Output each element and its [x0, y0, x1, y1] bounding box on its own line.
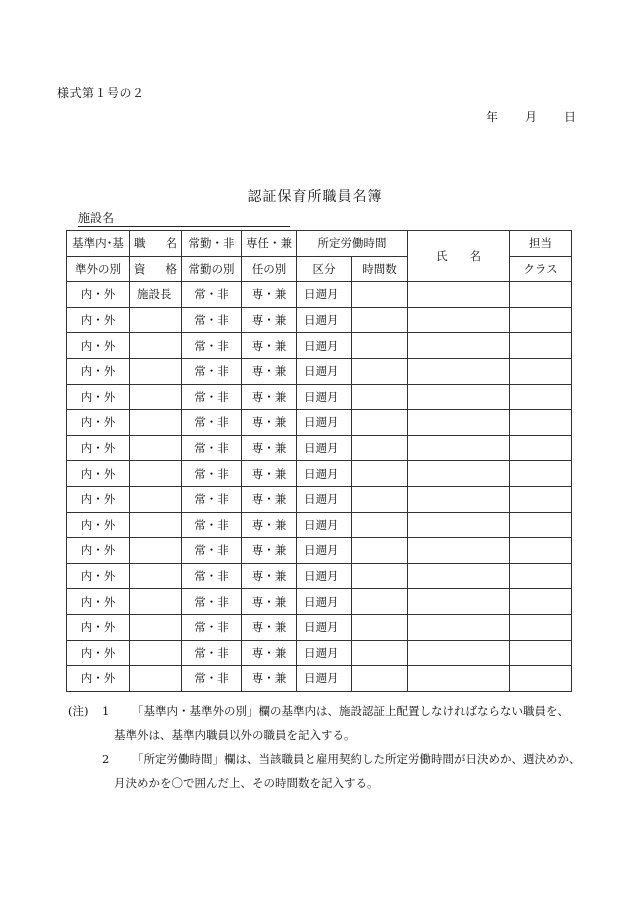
cell-kubun: 日週月 [297, 640, 352, 666]
header-jokin-top: 常勤・非 [182, 231, 242, 257]
cell-shimei[interactable] [408, 435, 510, 461]
cell-shoku [130, 333, 182, 359]
cell-shimei[interactable] [408, 461, 510, 487]
header-shikaku-a: 資 [134, 261, 146, 276]
cell-sennin: 専・兼 [242, 563, 297, 589]
cell-kubun: 日週月 [297, 538, 352, 564]
cell-jikansu[interactable] [352, 486, 408, 512]
cell-shoku [130, 512, 182, 538]
cell-shoku [130, 589, 182, 615]
table-row [67, 512, 572, 538]
cell-shimei[interactable] [408, 666, 510, 692]
cell-kubun: 日週月 [297, 358, 352, 384]
cell-shimei[interactable] [408, 614, 510, 640]
table-row [67, 486, 572, 512]
header-sennin-bottom: 任の別 [242, 256, 297, 282]
header-shikaku [130, 256, 182, 282]
cell-shimei[interactable] [408, 384, 510, 410]
cell-kijun: 内・外 [67, 384, 130, 410]
cell-jikansu[interactable] [352, 589, 408, 615]
cell-jokin: 常・非 [182, 435, 242, 461]
cell-shimei[interactable] [408, 512, 510, 538]
note-1-line-2: 基準外は、基準内職員以外の職員を記入する。 [114, 728, 356, 742]
header-shotei: 所定労働時間 [297, 231, 408, 257]
cell-kubun: 日週月 [297, 486, 352, 512]
cell-kijun: 内・外 [67, 563, 130, 589]
cell-shoku [130, 666, 182, 692]
header-jokin-bottom: 常勤の別 [182, 256, 242, 282]
cell-kijun: 内・外 [67, 614, 130, 640]
cell-shimei[interactable] [408, 282, 510, 308]
cell-jikansu[interactable] [352, 435, 408, 461]
table-row [67, 461, 572, 487]
cell-sennin: 専・兼 [242, 589, 297, 615]
cell-sennin: 専・兼 [242, 282, 297, 308]
date-month: 月 [524, 110, 537, 124]
cell-tanto[interactable] [510, 486, 572, 512]
cell-jokin: 常・非 [182, 282, 242, 308]
cell-sennin: 専・兼 [242, 486, 297, 512]
cell-jokin: 常・非 [182, 410, 242, 436]
cell-tanto[interactable] [510, 666, 572, 692]
cell-sennin: 専・兼 [242, 666, 297, 692]
cell-sennin: 専・兼 [242, 614, 297, 640]
cell-shoku [130, 384, 182, 410]
cell-jikansu[interactable] [352, 333, 408, 359]
cell-sennin: 専・兼 [242, 461, 297, 487]
header-tanto-bottom: クラス [510, 256, 572, 282]
header-row-1 [67, 231, 572, 257]
cell-kubun: 日週月 [297, 589, 352, 615]
cell-jokin: 常・非 [182, 614, 242, 640]
cell-sennin: 専・兼 [242, 358, 297, 384]
cell-kijun: 内・外 [67, 512, 130, 538]
cell-tanto[interactable] [510, 358, 572, 384]
cell-tanto[interactable] [510, 435, 572, 461]
header-sennin-top: 専任・兼 [242, 231, 297, 257]
note-1-number: 1 [102, 704, 110, 718]
table-row [67, 538, 572, 564]
cell-shoku [130, 358, 182, 384]
cell-jokin: 常・非 [182, 333, 242, 359]
cell-jokin: 常・非 [182, 384, 242, 410]
header-shoku-a: 職 [134, 236, 146, 251]
cell-tanto[interactable] [510, 410, 572, 436]
cell-kijun: 内・外 [67, 486, 130, 512]
cell-kubun: 日週月 [297, 307, 352, 333]
table-row [67, 307, 572, 333]
table-row [67, 589, 572, 615]
cell-sennin: 専・兼 [242, 435, 297, 461]
cell-shimei[interactable] [408, 563, 510, 589]
cell-shimei[interactable] [408, 589, 510, 615]
header-shimei-a: 氏 [436, 249, 448, 264]
cell-kubun: 日週月 [297, 512, 352, 538]
cell-tanto[interactable] [510, 461, 572, 487]
header-kijun-bottom: 準外の別 [67, 256, 130, 282]
header-tanto-top: 担当 [510, 231, 572, 257]
cell-tanto[interactable] [510, 589, 572, 615]
cell-kubun: 日週月 [297, 461, 352, 487]
notes-section [68, 699, 588, 795]
table-row [67, 410, 572, 436]
header-shimei [408, 231, 510, 282]
cell-kijun: 内・外 [67, 589, 130, 615]
cell-sennin: 専・兼 [242, 307, 297, 333]
cell-shimei[interactable] [408, 307, 510, 333]
cell-kubun: 日週月 [297, 333, 352, 359]
cell-kijun: 内・外 [67, 358, 130, 384]
table-row [67, 333, 572, 359]
form-number: 様式第１号の２ [57, 86, 145, 100]
cell-shoku [130, 640, 182, 666]
header-shoku [130, 231, 182, 257]
cell-tanto[interactable] [510, 282, 572, 308]
cell-shoku [130, 461, 182, 487]
table-row [67, 435, 572, 461]
cell-kubun: 日週月 [297, 282, 352, 308]
cell-kubun: 日週月 [297, 384, 352, 410]
cell-shoku [130, 307, 182, 333]
cell-kijun: 内・外 [67, 410, 130, 436]
staff-roster-table [66, 230, 572, 692]
table-row [67, 358, 572, 384]
cell-sennin: 専・兼 [242, 512, 297, 538]
cell-jokin: 常・非 [182, 512, 242, 538]
cell-kijun: 内・外 [67, 435, 130, 461]
header-kubun: 区分 [297, 256, 352, 282]
note-2-number: 2 [102, 752, 110, 766]
cell-kijun: 内・外 [67, 307, 130, 333]
cell-tanto[interactable] [510, 614, 572, 640]
header-shimei-b: 名 [469, 249, 481, 264]
cell-shoku [130, 538, 182, 564]
cell-jokin: 常・非 [182, 640, 242, 666]
date-year: 年 [486, 110, 499, 124]
cell-tanto[interactable] [510, 384, 572, 410]
note-2-line-2: 月決めかを〇で囲んだ上、その時間数を記入する。 [114, 776, 379, 790]
cell-tanto[interactable] [510, 333, 572, 359]
cell-tanto[interactable] [510, 538, 572, 564]
cell-sennin: 専・兼 [242, 538, 297, 564]
cell-kijun: 内・外 [67, 461, 130, 487]
cell-tanto[interactable] [510, 640, 572, 666]
header-kijun-top: 基準内･基 [67, 231, 130, 257]
cell-shimei[interactable] [408, 333, 510, 359]
cell-kijun: 内・外 [67, 282, 130, 308]
cell-shoku [130, 563, 182, 589]
cell-jikansu[interactable] [352, 614, 408, 640]
cell-jikansu[interactable] [352, 666, 408, 692]
note-1 [68, 699, 588, 723]
facility-label: 施設名 [78, 211, 115, 225]
cell-sennin: 専・兼 [242, 384, 297, 410]
cell-sennin: 専・兼 [242, 333, 297, 359]
cell-shoku [130, 410, 182, 436]
cell-jikansu[interactable] [352, 282, 408, 308]
page-title: 認証保育所職員名簿 [247, 189, 383, 205]
cell-jikansu[interactable] [352, 358, 408, 384]
cell-kubun: 日週月 [297, 614, 352, 640]
note-mark: (注) [68, 704, 89, 718]
cell-kijun: 内・外 [67, 538, 130, 564]
cell-jokin: 常・非 [182, 563, 242, 589]
cell-jikansu[interactable] [352, 410, 408, 436]
date-line [486, 108, 576, 125]
cell-jikansu[interactable] [352, 384, 408, 410]
facility-name-line[interactable] [78, 226, 290, 227]
table-row [67, 640, 572, 666]
cell-jokin: 常・非 [182, 486, 242, 512]
table-row [67, 563, 572, 589]
cell-jikansu[interactable] [352, 640, 408, 666]
cell-jokin: 常・非 [182, 538, 242, 564]
cell-jikansu[interactable] [352, 461, 408, 487]
table-row [67, 614, 572, 640]
cell-shimei[interactable] [408, 358, 510, 384]
cell-jokin: 常・非 [182, 307, 242, 333]
note-1-line-1: 「基準内・基準外の別」欄の基準内は、施設認証上配置しなければならない職員を、 [132, 704, 569, 718]
cell-jokin: 常・非 [182, 358, 242, 384]
cell-jokin: 常・非 [182, 666, 242, 692]
cell-jikansu[interactable] [352, 563, 408, 589]
table-row [67, 282, 572, 308]
date-day: 日 [563, 110, 576, 124]
note-2-line-1: 「所定労働時間」欄は、当該職員と雇用契約した所定労働時間が日決めか、週決めか、 [132, 752, 581, 766]
cell-kubun: 日週月 [297, 666, 352, 692]
table-row [67, 384, 572, 410]
cell-shoku [130, 435, 182, 461]
cell-kubun: 日週月 [297, 410, 352, 436]
cell-jokin: 常・非 [182, 461, 242, 487]
cell-kubun: 日週月 [297, 563, 352, 589]
note-2 [68, 747, 588, 771]
cell-kijun: 内・外 [67, 640, 130, 666]
cell-jikansu[interactable] [352, 538, 408, 564]
cell-shimei[interactable] [408, 410, 510, 436]
cell-shoku [130, 614, 182, 640]
header-jikansu: 時間数 [352, 256, 408, 282]
cell-jokin: 常・非 [182, 589, 242, 615]
cell-sennin: 専・兼 [242, 640, 297, 666]
table-row [67, 666, 572, 692]
cell-kubun: 日週月 [297, 435, 352, 461]
cell-jikansu[interactable] [352, 307, 408, 333]
header-shoku-b: 名 [165, 236, 177, 251]
header-shikaku-b: 格 [165, 261, 177, 276]
cell-shimei[interactable] [408, 640, 510, 666]
cell-sennin: 専・兼 [242, 410, 297, 436]
cell-shoku [130, 486, 182, 512]
cell-jikansu[interactable] [352, 512, 408, 538]
cell-tanto[interactable] [510, 563, 572, 589]
cell-shimei[interactable] [408, 538, 510, 564]
cell-kijun: 内・外 [67, 666, 130, 692]
cell-kijun: 内・外 [67, 333, 130, 359]
cell-shimei[interactable] [408, 486, 510, 512]
cell-shoku: 施設長 [130, 282, 182, 308]
cell-tanto[interactable] [510, 307, 572, 333]
cell-tanto[interactable] [510, 512, 572, 538]
